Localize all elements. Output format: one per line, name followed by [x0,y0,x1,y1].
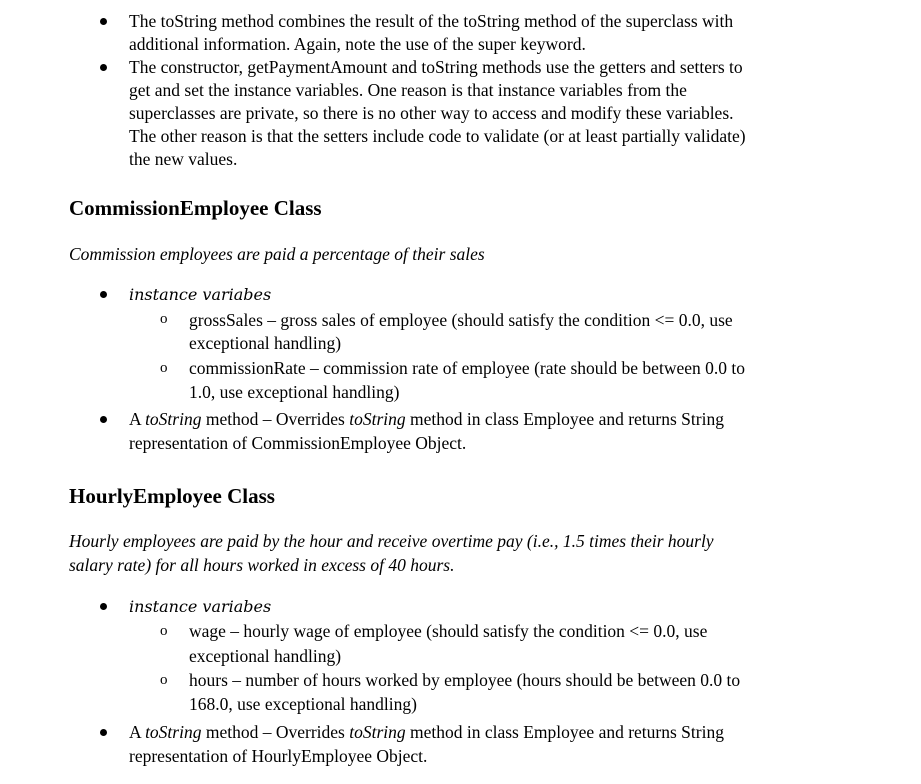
tostring-mid: method – Overrides [201,409,350,429]
intro-bullet-2-line-3: superclasses are private, so there is no other way to access and modify these variables. [129,103,734,123]
tostring-prefix: A [129,409,146,429]
tostring-mid: method – Overrides [201,722,350,742]
intro-bullet-2-line-2: get and set the instance variables. One reason is that instance variables from the [129,80,687,100]
sub-bullet-icon: o [160,672,168,688]
intro-bullet-2-line-1: The constructor, getPaymentAmount and toString methods use the getters and setters to [129,57,743,77]
commission-instance-label: instance variabes [129,285,272,304]
hourly-sub-item-2-line-1: hours – number of hours worked by employee (hours should be between 0.0 to [189,670,741,690]
commission-sub-item-2-line-2: 1.0, use exceptional handling) [189,382,400,402]
commission-heading: CommissionEmployee Class [69,196,322,220]
hourly-sub-item-2-line-2: 168.0, use exceptional handling) [189,694,417,714]
hourly-heading: HourlyEmployee Class [69,484,275,508]
bullet-icon [100,64,107,71]
tostring-suffix: method in class Employee and returns String [405,722,724,742]
intro-bullet-1-line-1: The toString method combines the result of the toString method of the superclass with [129,11,734,31]
hourly-description-line-2: salary rate) for all hours worked in excess of 40 hours. [69,555,455,575]
commission-sub-item-1-line-2: exceptional handling) [189,333,342,353]
hourly-tostring-line-2: representation of HourlyEmployee Object. [129,746,428,766]
bullet-icon [100,416,107,423]
hourly-sub-item-1-line-1: wage – hourly wage of employee (should satisfy the condition <= 0.0, use [189,621,708,641]
commission-sub-item-1-line-1: grossSales – gross sales of employee (should satisfy the condition <= 0.0, use [189,310,733,330]
hourly-description-line-1: Hourly employees are paid by the hour and receive overtime pay (i.e., 1.5 times their hourly [69,531,714,551]
commission-sub-item-2-line-1: commissionRate – commission rate of employee (rate should be between 0.0 to [189,358,745,378]
intro-bullet-2-line-4: The other reason is that the setters include code to validate (or at least partially validate) [129,126,746,146]
intro-bullet-2-line-5: the new values. [129,149,238,169]
commission-tostring-line-2: representation of CommissionEmployee Object. [129,433,467,453]
commission-description: Commission employees are paid a percentage of their sales [69,244,485,264]
commission-tostring-line-1 [129,408,724,431]
tostring-method: toString [349,409,406,429]
bullet-icon [100,291,107,298]
bullet-icon [100,603,107,610]
intro-bullet-1-line-2: additional information. Again, note the use of the super keyword. [129,34,586,54]
bullet-icon [100,729,107,736]
hourly-instance-label: instance variabes [129,597,272,616]
tostring-method: toString [349,722,406,742]
tostring-prefix: A [129,722,146,742]
sub-bullet-icon: o [160,311,168,327]
hourly-tostring-line-1 [129,721,724,744]
tostring-method: toString [145,722,202,742]
tostring-method: toString [145,409,202,429]
sub-bullet-icon: o [160,360,168,376]
hourly-sub-item-1-line-2: exceptional handling) [189,646,342,666]
sub-bullet-icon: o [160,623,168,639]
tostring-suffix: method in class Employee and returns String [405,409,724,429]
bullet-icon [100,18,107,25]
